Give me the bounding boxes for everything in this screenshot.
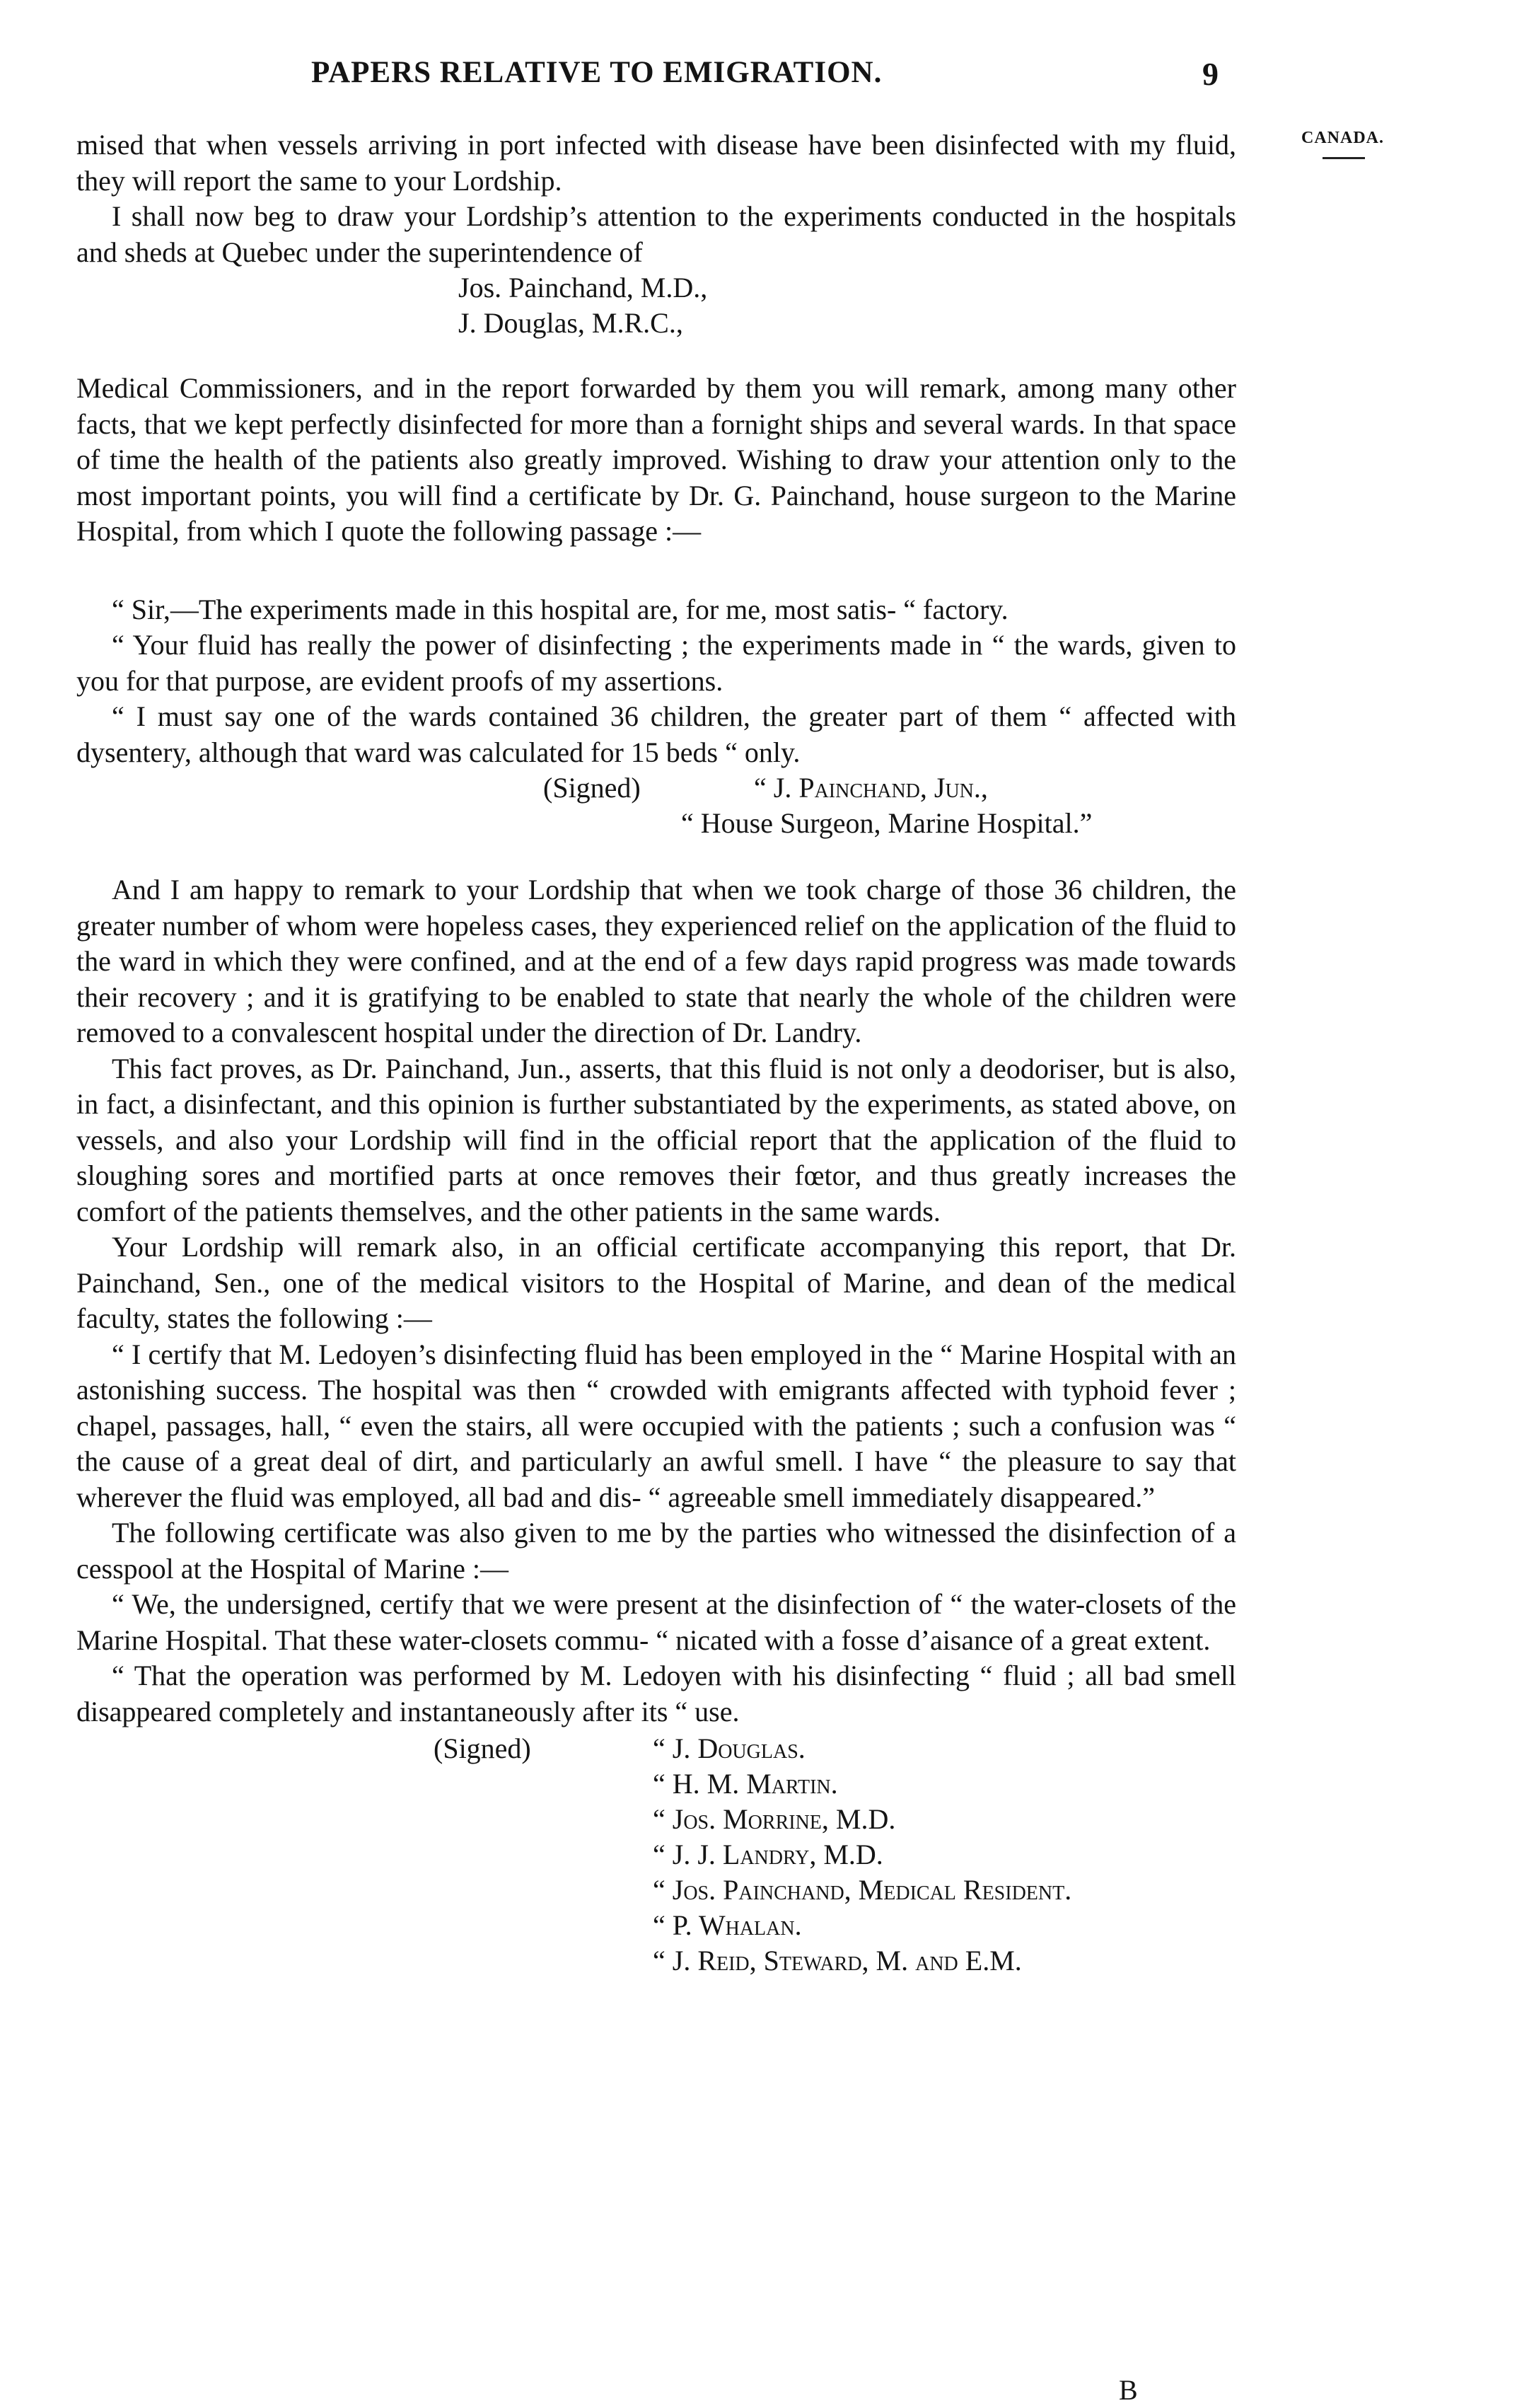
signatory-entry: “ J. Douglas. bbox=[653, 1732, 806, 1764]
body-text bbox=[76, 127, 1236, 1986]
quote-marine-hospital: “ I certify that M. Ledoyen’s disinfecting fluid has been employed in the “ Marine Hospital with an astonishing success. The hospital was then “ crowded with emigrants affected with typhoid fever ; chapel, passages, hall, “ even the stairs, all were occupied with the patients ; such a confusion was “ the cause of a great deal of dirt, and particularly an awful smell. I have “ the pleasure to say that wherever the fluid was employed, all bad and dis- “ agreeable smell immediately disappeared.” bbox=[76, 1338, 1236, 1513]
signatory-entry: “ H. M. Martin. bbox=[653, 1768, 838, 1800]
quote-fluid-power: “ Your fluid has really the power of disinfecting ; the experiments made in “ the wards, given to you for that purpose, are evident proofs of my assertions. bbox=[76, 629, 1236, 697]
paragraph-children-relief: And I am happy to remark to your Lordship that when we took charge of those 36 children, the greater number of whom were hopeless cases, they experienced relief on the application of the fluid to the ward in which they were confined, and at the end of a few days rapid progress was made towards their recovery ; and it is gratifying to be enabled to state that nearly the whole of the children were removed to a convalescent hospital under the direction of Dr. Landry. bbox=[76, 874, 1236, 1048]
signatories-block bbox=[76, 1731, 1236, 1986]
quote-children-ward: “ I must say one of the wards contained 36 children, the greater part of them “ affected with dysentery, although that ward was calculated for 15 beds “ only. bbox=[76, 700, 1236, 768]
signed-label: (Signed) bbox=[434, 1732, 531, 1764]
paragraph-experiments: I shall now beg to draw your Lordship’s attention to the experiments conducted in the hospitals and sheds at Quebec under the superintendence of bbox=[76, 200, 1236, 268]
signatory-entry: “ Jos. Painchand, Medical Resident. bbox=[653, 1874, 1072, 1906]
paragraph-disinfectant: This fact proves, as Dr. Painchand, Jun., asserts, that this fluid is not only a deodoriser, but is also, in fact, a disinfectant, and this opinion is further substantiated by the experiments, as stated above, on vessels, and also your Lordship will find in the official report that the application of the fluid to sloughing sores and mortified parts at once removes their fœtor, and thus greatly increases the comfort of the patients themselves, and the other patients in the same wards. bbox=[76, 1052, 1236, 1227]
signatory-name: “ J. Painchand, Jun., bbox=[754, 772, 988, 804]
signed-label: (Signed) bbox=[543, 772, 641, 804]
quote-operation: “ That the operation was performed by M. Ledoyen with his disinfecting “ fluid ; all bad smell disappeared completely and instantaneously after its “ use. bbox=[76, 1660, 1236, 1727]
commissioner-names bbox=[458, 270, 1236, 341]
signature-mark: B bbox=[1119, 2374, 1138, 2406]
signature-block bbox=[76, 770, 1236, 843]
running-title: PAPERS RELATIVE TO EMIGRATION. bbox=[311, 56, 883, 89]
signatory-entry: “ P. Whalan. bbox=[653, 1909, 802, 1941]
paragraph-cesspool: The following certificate was also given to me by the parties who witnessed the disinfection of a cesspool at the Hospital of Marine :— bbox=[76, 1517, 1236, 1585]
paragraph-continued: mised that when vessels arriving in port infected with disease have been disinfected with my fluid, they will report the same to your Lordship. bbox=[76, 129, 1236, 197]
commissioner-name: J. Douglas, M.R.C., bbox=[458, 307, 683, 339]
signatory-entry: “ Jos. Morrine, M.D. bbox=[653, 1803, 896, 1835]
paragraph-official-certificate: Your Lordship will remark also, in an official certificate accompanying this report, that Dr. Painchand, Sen., one of the medical visitors to the Hospital of Marine, and dean of the medical faculty, states the following :— bbox=[76, 1231, 1236, 1334]
commissioner-name: Jos. Painchand, M.D., bbox=[458, 272, 708, 303]
paragraph-report: Medical Commissioners, and in the report forwarded by them you will remark, among many other facts, that we kept perfectly disinfected for more than a fornight ships and several wards. In that space of time the health of the patients also greatly improved. Wishing to draw your attention only to the most important points, you will find a certificate by Dr. G. Painchand, house surgeon to the Marine Hospital, from which I quote the following passage :— bbox=[76, 372, 1236, 547]
signatory-title: “ House Surgeon, Marine Hospital.” bbox=[681, 807, 1093, 839]
quote-sir: “ Sir,—The experiments made in this hospital are, for me, most satis- “ factory. bbox=[112, 593, 1009, 625]
signatory-list bbox=[653, 1731, 1071, 1979]
margin-note: CANADA. bbox=[1301, 129, 1384, 147]
margin-note-rule bbox=[1323, 157, 1365, 159]
signatory-entry: “ J. Reid, Steward, M. and E.M. bbox=[653, 1945, 1022, 1976]
signatory-entry: “ J. J. Landry, M.D. bbox=[653, 1839, 883, 1870]
quote-water-closets: “ We, the undersigned, certify that we were present at the disinfection of “ the water-closets of the Marine Hospital. That these water-closets commu- “ nicated with a fosse d’aisance of a great extent. bbox=[76, 1588, 1236, 1656]
page-number: 9 bbox=[1202, 56, 1219, 92]
